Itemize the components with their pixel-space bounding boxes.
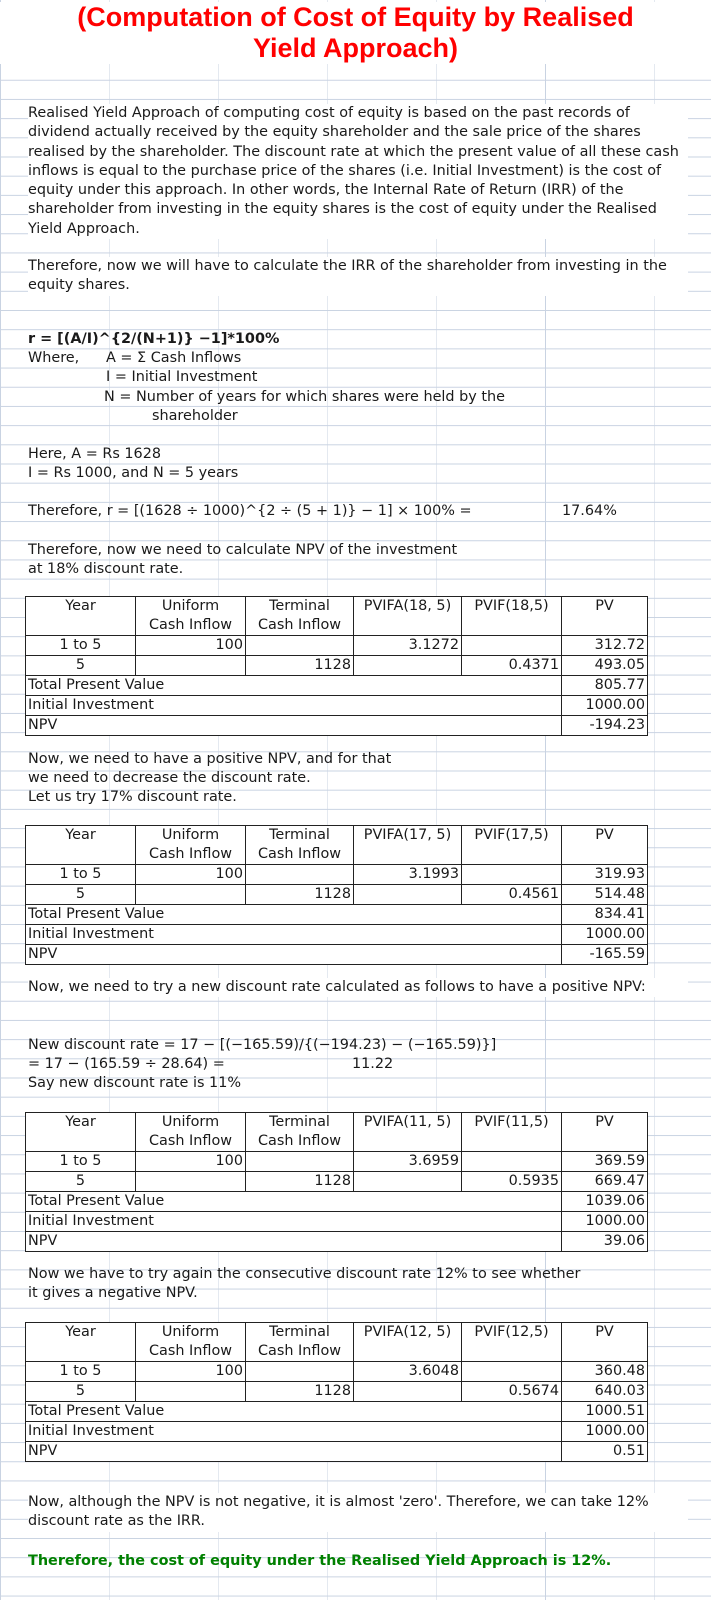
new-rate-calc: = 17 − (165.59 ÷ 28.64) = — [28, 1056, 225, 1072]
formula: r = [(A/I)^{2/(N+1)} −1]*100% — [28, 331, 280, 347]
npv-value: -194.23 — [562, 716, 648, 736]
pvifa-cell — [354, 885, 462, 905]
year-cell: 1 to 5 — [26, 636, 136, 656]
pv-table-18 — [25, 596, 648, 736]
total-pv-label: Total Present Value — [26, 1402, 562, 1422]
initial-investment-row — [26, 696, 648, 716]
pv-table-12 — [25, 1322, 648, 1462]
npv-row — [26, 716, 648, 736]
terminal-cell — [246, 636, 354, 656]
pvif-cell: 0.5674 — [462, 1382, 562, 1402]
pvifa-cell: 3.1993 — [354, 865, 462, 885]
total-pv-label: Total Present Value — [26, 1192, 562, 1212]
year-header: Year — [26, 826, 136, 865]
table-row — [26, 1362, 648, 1382]
pvif-header: PVIF(17,5) — [462, 826, 562, 865]
pvif-header: PVIF(18,5) — [462, 597, 562, 636]
pvif-header: PVIF(11,5) — [462, 1113, 562, 1152]
pvif-cell: 0.4371 — [462, 656, 562, 676]
where-label: Where, — [28, 350, 80, 366]
terminal-header: Terminal Cash Inflow — [246, 597, 354, 636]
r-calculation: Therefore, r = [(1628 ÷ 1000)^{2 ÷ (5 + 1)} − 1] × 100% = — [28, 503, 472, 519]
table-header-row — [26, 597, 648, 636]
table-row — [26, 885, 648, 905]
pv-header: PV — [562, 1323, 648, 1362]
pvifa-cell — [354, 656, 462, 676]
pvif-cell — [462, 636, 562, 656]
year-header: Year — [26, 597, 136, 636]
try12-note-2: it gives a negative NPV. — [28, 1285, 198, 1301]
npv18-note-1: Therefore, now we need to calculate NPV of the investment — [28, 542, 458, 558]
pvifa-header: PVIFA(12, 5) — [354, 1323, 462, 1362]
pv-cell: 640.03 — [562, 1382, 648, 1402]
total-pv-value: 1039.06 — [562, 1192, 648, 1212]
npv-row — [26, 1232, 648, 1252]
npv-value: 0.51 — [562, 1442, 648, 1462]
title-line-2: Yield Approach) — [252, 33, 459, 63]
table-header-row — [26, 1113, 648, 1152]
pv-cell: 493.05 — [562, 656, 648, 676]
terminal-header: Terminal Cash Inflow — [246, 826, 354, 865]
uniform-cell: 100 — [136, 636, 246, 656]
uniform-cell — [136, 1382, 246, 1402]
uniform-cell — [136, 1172, 246, 1192]
new-rate-intro: Now, we need to try a new discount rate calculated as follows to have a positive NPV: — [28, 978, 688, 997]
uniform-cell: 100 — [136, 1362, 246, 1382]
table-header-row — [26, 1323, 648, 1362]
table-row — [26, 1382, 648, 1402]
initial-investment-row — [26, 1212, 648, 1232]
npv-positive-note-2: we need to decrease the discount rate. — [28, 770, 311, 786]
new-rate-formula: New discount rate = 17 − [(−165.59)/{(−194.23) − (−165.59)}] — [28, 1037, 497, 1053]
total-pv-row — [26, 676, 648, 696]
pvifa-cell: 3.1272 — [354, 636, 462, 656]
initial-investment-label: Initial Investment — [26, 1212, 562, 1232]
definition-n-cont: shareholder — [152, 408, 238, 424]
pv-cell: 514.48 — [562, 885, 648, 905]
uniform-header: Uniform Cash Inflow — [136, 597, 246, 636]
terminal-cell — [246, 865, 354, 885]
total-pv-label: Total Present Value — [26, 676, 562, 696]
table-row — [26, 865, 648, 885]
initial-investment-row — [26, 925, 648, 945]
npv-row — [26, 1442, 648, 1462]
initial-investment-label: Initial Investment — [26, 925, 562, 945]
initial-investment-label: Initial Investment — [26, 696, 562, 716]
npv-value: -165.59 — [562, 945, 648, 965]
total-pv-row — [26, 1192, 648, 1212]
year-cell: 5 — [26, 885, 136, 905]
uniform-cell — [136, 885, 246, 905]
initial-investment-value: 1000.00 — [562, 1422, 648, 1442]
npv-label: NPV — [26, 945, 562, 965]
terminal-header: Terminal Cash Inflow — [246, 1113, 354, 1152]
pvif-cell — [462, 865, 562, 885]
npv-label: NPV — [26, 1232, 562, 1252]
year-cell: 5 — [26, 1382, 136, 1402]
year-header: Year — [26, 1113, 136, 1152]
try12-note-1: Now we have to try again the consecutive discount rate 12% to see whether — [28, 1266, 581, 1282]
terminal-cell — [246, 1152, 354, 1172]
total-pv-row — [26, 905, 648, 925]
uniform-cell: 100 — [136, 1152, 246, 1172]
title-line-1: (Computation of Cost of Equity by Realised — [77, 2, 634, 32]
uniform-header: Uniform Cash Inflow — [136, 1323, 246, 1362]
year-header: Year — [26, 1323, 136, 1362]
table-header-row — [26, 826, 648, 865]
total-pv-value: 1000.51 — [562, 1402, 648, 1422]
total-pv-value: 805.77 — [562, 676, 648, 696]
new-rate-say: Say new discount rate is 11% — [28, 1075, 242, 1091]
table-row — [26, 656, 648, 676]
uniform-cell — [136, 656, 246, 676]
npv-positive-note-1: Now, we need to have a positive NPV, and for that — [28, 751, 392, 767]
uniform-cell: 100 — [136, 865, 246, 885]
definition-a: A = Σ Cash Inflows — [106, 350, 242, 366]
pv-cell: 369.59 — [562, 1152, 648, 1172]
initial-investment-value: 1000.00 — [562, 696, 648, 716]
pv-header: PV — [562, 1113, 648, 1152]
pvifa-header: PVIFA(18, 5) — [354, 597, 462, 636]
pvif-cell: 0.4561 — [462, 885, 562, 905]
intro-paragraph: Realised Yield Approach of computing cost of equity is based on the past records of dividend actually received by the equity shareholder and the sale price of the shares realised by the shareholder. The discount rate at which the present value of all these cash inflows is equal to the purchase price of the shares (i.e. Initial Investment) is the cost of equity under this approach. In other words, the Internal Rate of Return (IRR) of the shareholder from investing in the equity shares is the cost of equity under the Realised Yield Approach. — [28, 104, 688, 239]
pv-header: PV — [562, 597, 648, 636]
pvifa-cell — [354, 1172, 462, 1192]
npv-row — [26, 945, 648, 965]
total-pv-value: 834.41 — [562, 905, 648, 925]
pv-cell: 312.72 — [562, 636, 648, 656]
new-rate-value: 11.22 — [352, 1056, 394, 1072]
initial-investment-value: 1000.00 — [562, 925, 648, 945]
year-cell: 1 to 5 — [26, 1152, 136, 1172]
initial-investment-value: 1000.00 — [562, 1212, 648, 1232]
terminal-cell: 1128 — [246, 1382, 354, 1402]
irr-note: Therefore, now we will have to calculate the IRR of the shareholder from investing in the equity shares. — [28, 257, 688, 296]
pvif-header: PVIF(12,5) — [462, 1323, 562, 1362]
uniform-header: Uniform Cash Inflow — [136, 1113, 246, 1152]
final-note: Now, although the NPV is not negative, it is almost 'zero'. Therefore, we can take 12% discount rate as the IRR. — [28, 1493, 688, 1532]
table-row — [26, 1152, 648, 1172]
terminal-cell — [246, 1362, 354, 1382]
here-a: Here, A = Rs 1628 — [28, 446, 162, 462]
total-pv-label: Total Present Value — [26, 905, 562, 925]
pv-cell: 360.48 — [562, 1362, 648, 1382]
year-cell: 1 to 5 — [26, 865, 136, 885]
pvifa-cell: 3.6959 — [354, 1152, 462, 1172]
initial-investment-row — [26, 1422, 648, 1442]
terminal-cell: 1128 — [246, 1172, 354, 1192]
pvifa-header: PVIFA(17, 5) — [354, 826, 462, 865]
table-row — [26, 636, 648, 656]
uniform-header: Uniform Cash Inflow — [136, 826, 246, 865]
r-value: 17.64% — [562, 503, 617, 519]
npv-value: 39.06 — [562, 1232, 648, 1252]
pv-cell: 319.93 — [562, 865, 648, 885]
here-i-n: I = Rs 1000, and N = 5 years — [28, 465, 239, 481]
npv-positive-note-3: Let us try 17% discount rate. — [28, 789, 237, 805]
page-title — [0, 2, 711, 64]
initial-investment-label: Initial Investment — [26, 1422, 562, 1442]
year-cell: 5 — [26, 1172, 136, 1192]
pv-table-17 — [25, 825, 648, 965]
terminal-cell: 1128 — [246, 885, 354, 905]
pv-table-11 — [25, 1112, 648, 1252]
pvifa-cell: 3.6048 — [354, 1362, 462, 1382]
terminal-header: Terminal Cash Inflow — [246, 1323, 354, 1362]
definition-i: I = Initial Investment — [106, 369, 258, 385]
pv-cell: 669.47 — [562, 1172, 648, 1192]
pvifa-header: PVIFA(11, 5) — [354, 1113, 462, 1152]
npv18-note-2: at 18% discount rate. — [28, 561, 184, 577]
pvif-cell — [462, 1362, 562, 1382]
pvif-cell — [462, 1152, 562, 1172]
pvifa-cell — [354, 1382, 462, 1402]
year-cell: 5 — [26, 656, 136, 676]
pv-header: PV — [562, 826, 648, 865]
year-cell: 1 to 5 — [26, 1362, 136, 1382]
pvif-cell: 0.5935 — [462, 1172, 562, 1192]
total-pv-row — [26, 1402, 648, 1422]
terminal-cell: 1128 — [246, 656, 354, 676]
npv-label: NPV — [26, 1442, 562, 1462]
npv-label: NPV — [26, 716, 562, 736]
table-row — [26, 1172, 648, 1192]
conclusion: Therefore, the cost of equity under the Realised Yield Approach is 12%. — [28, 1553, 612, 1569]
definition-n: N = Number of years for which shares were held by the — [104, 389, 505, 405]
